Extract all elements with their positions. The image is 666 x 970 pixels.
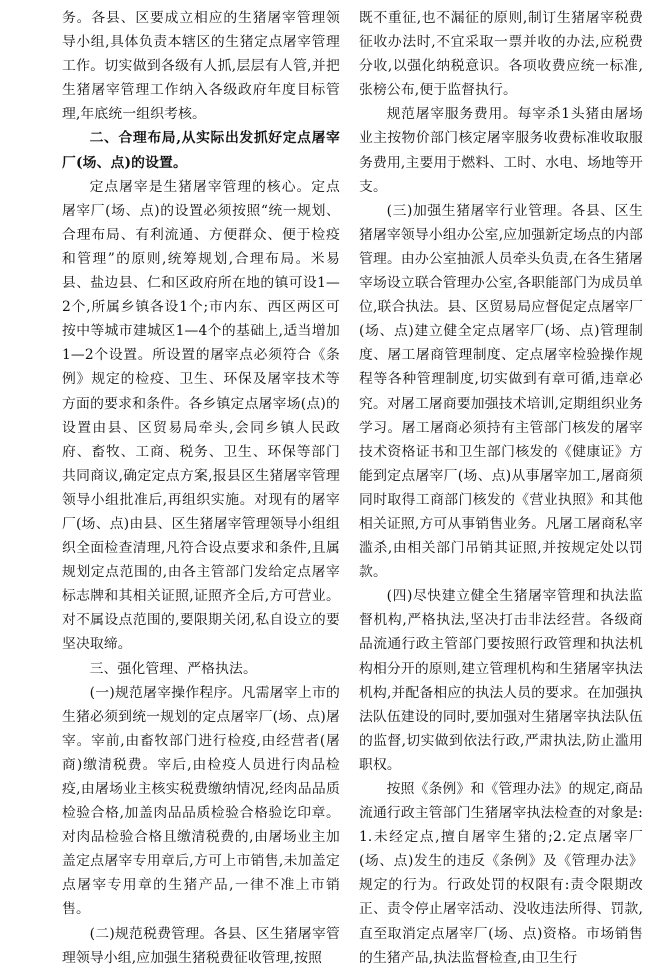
heading-section-two: 二、合理布局,从实际出发抓好定点屠宰厂(场、点)的设置。 <box>62 130 340 171</box>
paragraph-enforcement-targets: 按照《条例》和《管理办法》的规定,商品流通行政主管部门生猪屠宰执法检查的对象是:1.未经定点,擅自屠宰生猪的;2.定点屠宰厂(场、点)发生的违反《条例》及《管理办法》规定的行为。行政处罚的权限有:责令限期改正、责令停止屠宰活动、没收违法所得、罚款,直至取消定点屠宰厂(场、点)资格。市场销售的生猪产品,执法监督检查,由卫生行 <box>359 781 643 966</box>
paragraph-tax-management: (二)规范税费管理。各县、区生猪屠宰管理领导小组,应加强生猪税费征收管理,按照 <box>62 925 340 966</box>
paragraph-designated-slaughter: 定点屠宰是生猪屠宰管理的核心。定点屠宰厂(场、点)的设置必须按照“统一规划、合理布局、有利流通、方便群众、便于检疫和管理”的原则,统筹规划,合理布局。米易县、盐边县、仁和区政府所在地的镇可设1—2个,所属乡镇各设1个;市内东、西区两区可按中等城市建城区1—4个的基础上,适当增加1—2个设置。所设置的屠宰点必须符合《条例》规定的检疫、卫生、环保及屠宰技术等方面的要求和条件。各乡镇定点屠宰场(点)的设置由县、区贸易局牵头,会同乡镇人民政府、畜牧、工商、税务、卫生、环保等部门共同商议,确定定点方案,报县区生猪屠宰管理领导小组批准后,再组织实施。对现有的屠宰厂(场、点)由县、区生猪屠宰管理领导小组组织全面检查清理,凡符合设点要求和条件,且属规划定点范围的,由各主管部门发给定点屠宰标志牌和其相关证照,证照齐全后,方可营业。对不属设点范围的,要限期关闭,私自设立的要坚决取缔。 <box>62 178 340 653</box>
right-text-column <box>359 6 643 966</box>
paragraph-enforcement-agencies: (四)尽快建立健全生猪屠宰管理和执法监督机构,严格执法,坚决打击非法经营。各级商品流通行政主管部门要按照行政管理和执法机构相分开的原则,建立管理机构和生猪屠宰执法机构,并配备相应的执法人员的要求。在加强执法队伍建设的同时,要加强对生猪屠宰执法队伍的监督,切实做到依法行政,严肃执法,防止滥用职权。 <box>359 588 643 773</box>
heading-section-three: 三、强化管理、严格执法。 <box>89 660 257 677</box>
paragraph-service-fees: 规范屠宰服务费用。每宰杀1头猪由屠场业主按物价部门核定屠宰服务收费标准收取服务费用,主要用于燃料、工时、水电、场地等开支。 <box>359 106 643 195</box>
paragraph-tax-principles: 既不重征,也不漏征的原则,制订生猪屠宰税费征收办法时,不宜采取一票并收的办法,应税费分收,以强化纳税意识。各项收费应统一标准,张榜公布,便于监督执行。 <box>359 10 643 99</box>
paragraph-industry-management: (三)加强生猪屠宰行业管理。各县、区生猪屠宰领导小组办公室,应加强新定场点的内部管理。由办公室抽派人员牵头负责,在各生猪屠宰场设立联合管理办公室,各职能部门为成员单位,联合执法。县、区贸易局应督促定点屠宰厂(场、点)建立健全定点屠宰厂(场、点)管理制度、屠工屠商管理制度、定点屠宰检验操作规程等各种管理制度,切实做到有章可循,违章必究。对屠工屠商要加强技术培训,定期组织业务学习。屠工屠商必须持有主管部门核发的屠宰技术资格证书和卫生部门核发的《健康证》方能到定点屠宰厂(场、点)从事屠宰加工,屠商须同时取得工商部门核发的《营业执照》和其他相关证照,方可从事销售业务。凡屠工屠商私宰滥杀,由相关部门吊销其证照,并按规定处以罚款。 <box>359 202 643 581</box>
paragraph-slaughter-procedure: (一)规范屠宰操作程序。凡需屠宰上市的生猪必须到统一规划的定点屠宰厂(场、点)屠宰。宰前,由畜牧部门进行检疫,由经营者(屠商)缴清税费。宰后,由检疫人员进行肉品检疫,由屠场业主核实税费缴纳情况,经肉品品质检验合格,加盖肉品品质检验合格验讫印章。对肉品检验合格且缴清税费的,由屠场业主加盖定点屠宰专用章后,方可上市销售,未加盖定点屠宰专用章的生猪产品,一律不准上市销售。 <box>62 684 340 918</box>
left-text-column <box>62 6 340 966</box>
paragraph-leadership-groups: 务。各县、区要成立相应的生猪屠宰管理领导小组,具体负责本辖区的生猪定点屠宰管理工作。切实做到各级有人抓,层层有人管,并把生猪屠宰管理工作纳入各级政府年度目标管理,年底统一组织考核。 <box>62 10 340 123</box>
